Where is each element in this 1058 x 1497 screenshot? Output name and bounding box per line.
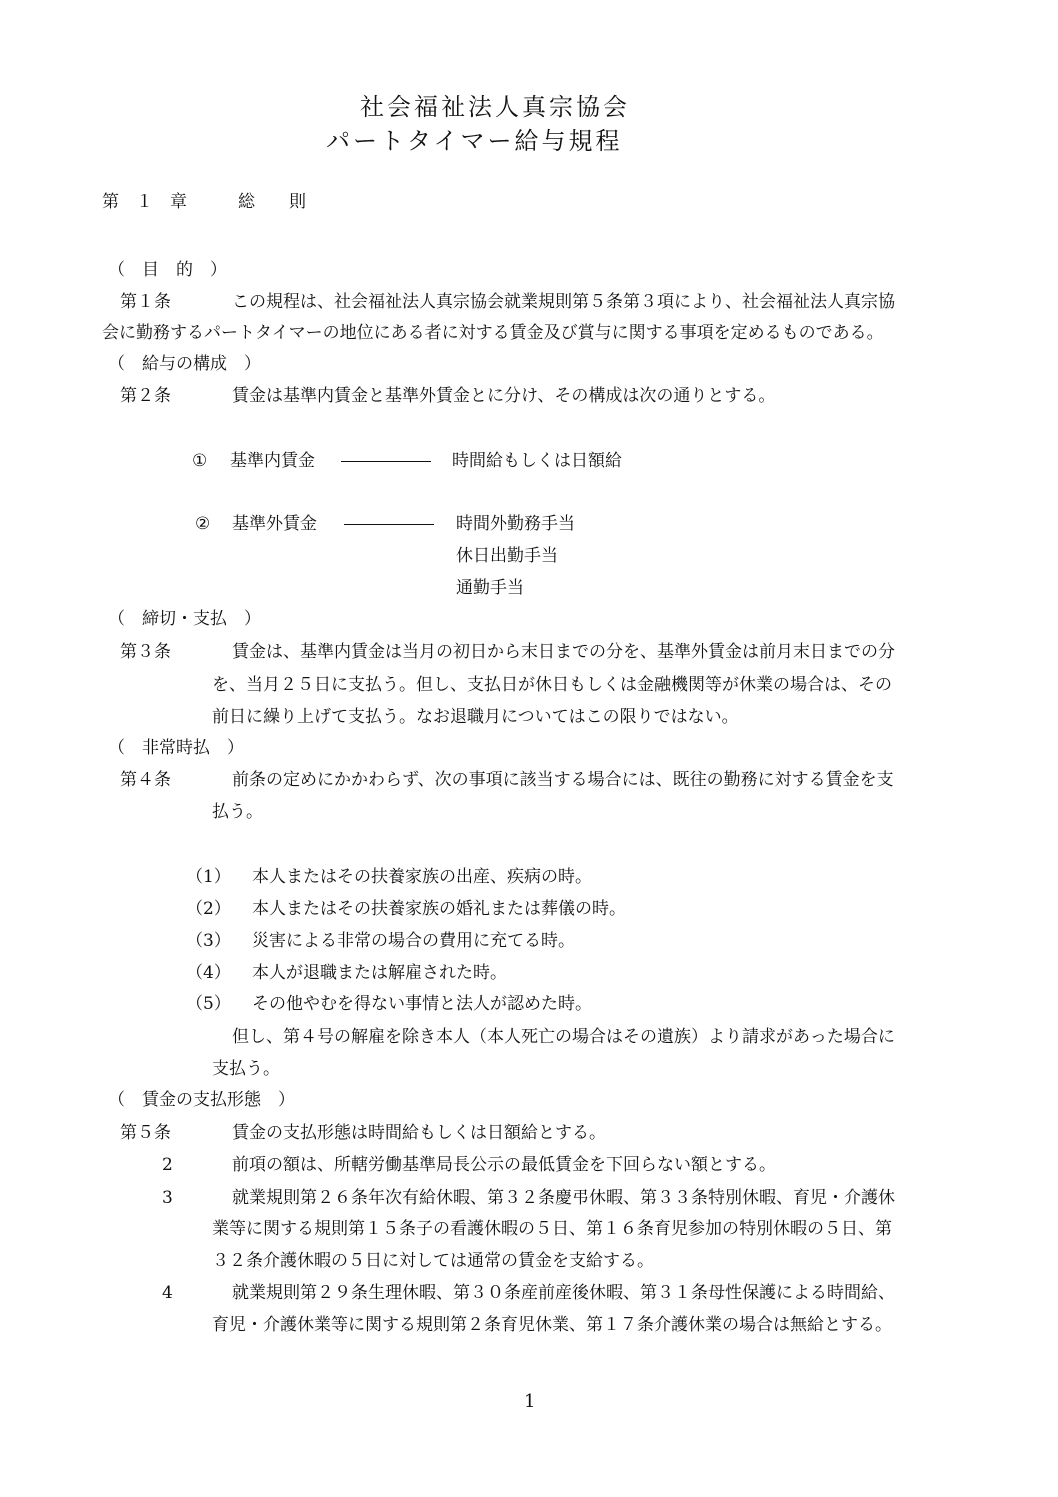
list-item-number: （2） — [186, 899, 231, 919]
item2-value: 休日出勤手当 — [456, 546, 558, 566]
article4-proviso-line1: 但し、第４号の解雇を除き本人（本人死亡の場合はその遺族）より請求があった場合に — [232, 1027, 895, 1047]
paragraph2-number: 2 — [162, 1155, 173, 1175]
article1-heading: （ 目 的 ） — [108, 260, 227, 280]
article2-label: 第２条 — [120, 386, 171, 406]
item1-value: 時間給もしくは日額給 — [452, 451, 622, 471]
paragraph2-text: 前項の額は、所轄労働基準局長公示の最低賃金を下回らない額とする。 — [232, 1155, 776, 1175]
list-item-text: 本人またはその扶養家族の婚礼または葬儀の時。 — [252, 899, 626, 919]
article3-line1: 賃金は、基準内賃金は当月の初日から末日までの分を、基準外賃金は前月末日までの分 — [232, 642, 895, 662]
article5-label: 第５条 — [120, 1123, 171, 1143]
list-item-number: （1） — [186, 867, 231, 887]
paragraph3-number: 3 — [162, 1188, 173, 1208]
article4-proviso-line2: 支払う。 — [212, 1059, 280, 1079]
item2-connector-line — [344, 524, 434, 525]
list-item-text: 本人が退職または解雇された時。 — [252, 963, 507, 983]
item2-number: ② — [195, 514, 211, 534]
article1-label: 第１条 — [120, 292, 171, 312]
paragraph3-line1: 就業規則第２６条年次有給休暇、第３２条慶弔休暇、第３３条特別休暇、育児・介護休 — [232, 1188, 895, 1208]
list-item-text: 災害による非常の場合の費用に充てる時。 — [252, 931, 575, 951]
article4-label: 第４条 — [120, 770, 171, 790]
item1-connector-line — [341, 461, 431, 462]
article1-line2: 会に勤務するパートタイマーの地位にある者に対する賃金及び賞与に関する事項を定めるものである。 — [102, 323, 884, 343]
article1-line1: この規程は、社会福祉法人真宗協会就業規則第５条第３項により、社会福祉法人真宗協 — [232, 292, 895, 312]
article3-line2: を、当月２５日に支払う。但し、支払日が休日もしくは金融機関等が休業の場合は、その — [212, 675, 892, 695]
list-item-number: （5） — [186, 994, 231, 1014]
article4-line2: 払う。 — [212, 802, 263, 822]
paragraph4-number: 4 — [162, 1283, 173, 1303]
item2-label: 基準外賃金 — [232, 514, 317, 534]
article4-heading: （ 非常時払 ） — [108, 738, 244, 758]
article5-heading: （ 賃金の支払形態 ） — [108, 1090, 295, 1110]
article3-label: 第３条 — [120, 642, 171, 662]
chapter-heading: 第 １ 章 総 則 — [102, 192, 306, 212]
list-item-text: その他やむを得ない事情と法人が認めた時。 — [252, 994, 592, 1014]
list-item-number: （4） — [186, 963, 231, 983]
article3-heading: （ 締切・支払 ） — [108, 609, 261, 629]
item2-value: 通勤手当 — [456, 578, 524, 598]
paragraph3-line2: 業等に関する規則第１５条子の看護休暇の５日、第１６条育児参加の特別休暇の５日、第 — [212, 1219, 892, 1239]
item2-value: 時間外勤務手当 — [456, 514, 575, 534]
article4-line1: 前条の定めにかかわらず、次の事項に該当する場合には、既往の勤務に対する賃金を支 — [232, 770, 894, 790]
list-item-number: （3） — [186, 931, 231, 951]
item1-number: ① — [192, 451, 208, 471]
paragraph4-line2: 育児・介護休業等に関する規則第２条育児休業、第１７条介護休業の場合は無給とする。 — [212, 1315, 892, 1335]
paragraph3-line3: ３２条介護休暇の５日に対しては通常の賃金を支給する。 — [212, 1251, 654, 1271]
item1-label: 基準内賃金 — [230, 451, 315, 471]
article3-line3: 前日に繰り上げて支払う。なお退職月についてはこの限りではない。 — [212, 707, 739, 727]
list-item-text: 本人またはその扶養家族の出産、疾病の時。 — [252, 867, 592, 887]
page-number: 1 — [524, 1391, 536, 1412]
article2-heading: （ 給与の構成 ） — [108, 354, 261, 374]
article2-text: 賃金は基準内賃金と基準外賃金とに分け、その構成は次の通りとする。 — [232, 386, 776, 406]
document-title-line1: 社会福祉法人真宗協会 — [360, 93, 630, 121]
paragraph4-line1: 就業規則第２９条生理休暇、第３０条産前産後休暇、第３１条母性保護による時間給、 — [232, 1283, 895, 1303]
article5-text: 賃金の支払形態は時間給もしくは日額給とする。 — [232, 1123, 606, 1143]
document-title-line2: パートタイマー給与規程 — [326, 127, 623, 155]
